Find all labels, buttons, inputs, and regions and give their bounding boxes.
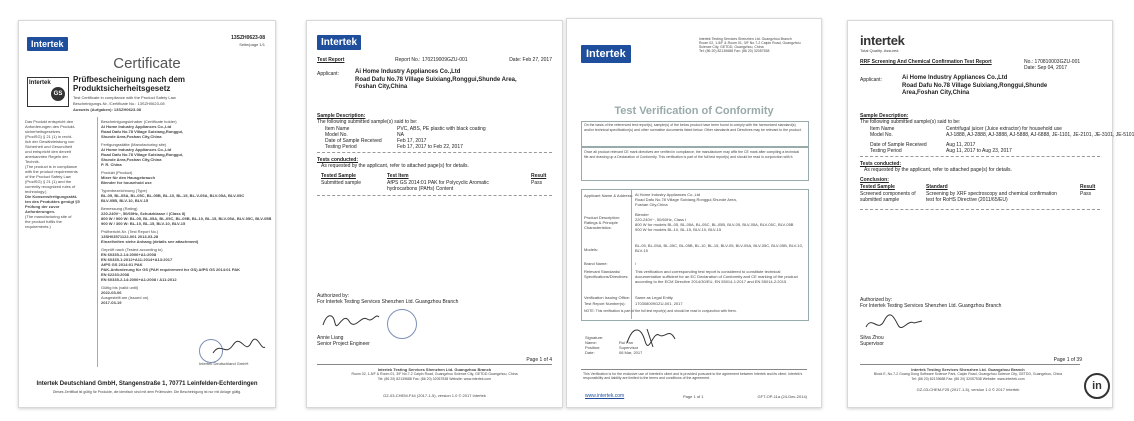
certificate-signature xyxy=(211,337,267,359)
intertek-wordmark-logo: intertek xyxy=(860,33,905,48)
authorized-company: For Intertek Testing Services Shenzhen Ltd. Guangzhou Branch xyxy=(860,303,1002,309)
table-row-sample: Screened components of submitted sample xyxy=(860,191,916,203)
certificate-title: Certificate xyxy=(113,55,181,72)
certificate-number: Bescheinigungs-Nr. /Certificate No.: 13SZH0623-08 xyxy=(73,101,165,106)
report-date: Date: Feb 27, 2017 xyxy=(509,57,552,63)
table-row-result: Pass xyxy=(1080,191,1092,197)
standards-block: This verification and corresponding test report is considered to constitute technical documentation sufficient for an EC Declaration of Conformity and CE marking of the product according to the ECM Directive 2014/30/EU, EN 55014-1:2017 and EN 55014-2:2015 xyxy=(635,269,798,284)
verification-footer-text: This Verification is for the exclusive use of Intertek's client and is provided pursuant to the agreement between Intertek and its client. Intertek's responsibility and liability are limited to the terms and conditions of the agreement. xyxy=(583,372,803,380)
certificate-ref-no: 13SZH0623-08 xyxy=(231,35,265,41)
applicant-name: Ai Home Industry Appliances Co.,Ltd xyxy=(355,69,461,75)
intertek-logo: Intertek xyxy=(317,35,361,50)
verification-note: NOTE: This verification is part of the full test report(s) and should be read in conjunction with them. xyxy=(584,309,737,313)
company-stamp xyxy=(387,309,417,339)
certificate-heading-1: Prüfbescheinigung nach dem xyxy=(73,75,186,84)
page-number: Page 1 of 4 xyxy=(526,357,552,363)
applicant-block: Ai Home Industry Appliances Co.,Ltd Road Dafu No.78 Village Suixiang,Ronggui,Shunde Area, Foshan City,China xyxy=(635,192,737,207)
certificate-subheading: Test Certificate in compliance with the Product Safety Law xyxy=(73,95,176,100)
table-row-standard: Screening by XRF spectroscopy and chemical confirmation test for RoHS Directive (2011/65/EU) xyxy=(926,191,1057,203)
table-header-standard: Standard xyxy=(926,184,948,190)
page-number: Page 1 of 1 xyxy=(683,394,704,399)
table-row-result: Pass xyxy=(531,180,543,186)
signer-title: Supervisor xyxy=(860,341,884,347)
annie-liang-signature xyxy=(321,307,381,329)
ce-mark-text: Once all product relevant CE mark directives are verified in compliance, the manufacturer may affix the CE mark after compiling a technical file and drawing up a Declaration of Conformity. This verification is part of the full test report(s) and should be read in conjunction with it. xyxy=(584,150,800,159)
report-date: Date: Sep 04, 2017 xyxy=(1024,65,1068,71)
table-header-sample: Tested Sample xyxy=(860,184,895,190)
signer-name: Annie Liang xyxy=(317,335,344,341)
certificate-left-column: Das Produkt entspricht den Anforderungen des Produkt- sicherheitsgesetzes (ProdSG) § 21 (1) in recht- lich der Gewährleistung von Sicherheit und Gesundheit und entspricht den derzeit anerkannten Regeln der Technik. (The product is in compliance with the product requirements of the Product Safety Law (ProdSG) § 21 (1) and the currently recognized rules of technology.) Die Konsensfertigungsstät- ten des Produktes genügt §5 Prüfung der zuvor Anforderungen. (The manufacturing site of the product fulfils the requirements.) xyxy=(25,119,80,229)
verification-title: Test Verification of Conformity xyxy=(614,105,774,117)
intertek-website-link[interactable]: www.intertek.com xyxy=(585,393,625,399)
gs-mark-icon: GS xyxy=(51,87,65,101)
report-title: RRF Screening And Chemical Confirmation Test Report xyxy=(860,59,992,65)
certificate-footer-company: Intertek Deutschland GmbH, Stangenstraße 1, 70771 Leinfelden-Echterdingen xyxy=(36,381,258,387)
certificate-page: Seite/page 1/1 xyxy=(239,42,265,47)
rui-fan-signature xyxy=(623,323,683,349)
certificate-document[interactable] xyxy=(18,20,276,408)
intertek-tagline: Total Quality. Assured. xyxy=(860,48,900,53)
intertek-logo: Intertek xyxy=(27,37,68,51)
product-description-block: Blender 220-240V~, 50/60Hz, Class I 800 W for models BL-05, BL-05A, BL-05C, BL-05B, BLV-05, BLV-05A, BLV-05C, BLV-05B 900 W for models BL-10, BL-15, BLV-10, BLV-15 xyxy=(635,212,794,232)
authorized-company: For Intertek Testing Services Shenzhen Ltd. Guangzhou Branch xyxy=(317,299,459,305)
verification-intro: On the basis of the referenced test report(s), sample(s) of the below product have been found to comply with the harmonized standard(s) and/or technical specification(s) and other normative documents listed below. Other standards and Directives may be relevant to the product. xyxy=(584,123,802,132)
table-header-result: Result xyxy=(1080,184,1096,190)
issuer-header: Intertek Testing Services Shenzhen Ltd. Guangzhou Branch Room 02, 1-5/F & Room 01, 3/F No.7-2 Caipin Road, Guangzhou Science City, GETDD, Guangzhou, China Tel: (86 20) 82139688 Fax: (86 20) 32057538 xyxy=(699,37,801,53)
certificate-signer: Intertek Deutschland GmbH xyxy=(199,361,249,366)
linkedin-icon[interactable]: in xyxy=(1084,373,1110,399)
signer-title: Senior Project Engineer xyxy=(317,341,370,347)
table-header-result: Result xyxy=(531,173,547,179)
certificate-report-number: Ausweis (Aufgaben): 13SZH0623-08 xyxy=(73,107,142,112)
applicant-name: Ai Home Industry Appliances Co.,Ltd xyxy=(902,75,1008,81)
rohs-test-report-document[interactable]: intertek Total Quality. Assured. RRF Screening And Chemical Confirmation Test Report No.: 170810003GZU-001 Date: Sep 04, 2017 Applicant: Ai Home Industry Appliances Co.,Ltd Road Dafu No.78 Village Suixiang,Ronggui,Shunde Area,Foshan City,China Sample Description: The following submitted sample(s) said to be: Item Name Centrifugal juicer (Juice extractor) for household use Model No. AJ-1888, AJ-2888, AJ-3888, AJ-5888, AJ-6888, JE-1101, JE-2101, JE-3101, JE-5101 Date of Sample Received Aug 11, 2017 Testing Period Aug 11, 2017 to Aug 23, 2017 Tests conducted: As requested by the applicant, refer to attached page(s) for details. Conclusion: Tested Sample Standard Result Screened components of submitted sample Screening by XRF spectroscopy and chemical confirmation test for RoHS Directive (2011/65/EU) Pass Authorized by: For Intertek Testing Services Shenzhen Ltd. Guangzhou Branch Silva Zhou Supervisor Page 1 of 39 Intertek Testing Services Shenzhen Ltd. Guangzhou Branch Block E, No.7-2 Guang Dong Software Science Park, Caipin Road, Guangzhou Science City, GETDD, Guangzhou, China Tel: (86 20) 82139688 Fax: (86 20) 32057538 Website: www.intertek.com GZ-03-CHEM-F25 (2017-1-5), version 1.0 © 2017 Intertek in xyxy=(847,20,1113,408)
pah-test-report-document[interactable]: Intertek Test Report Report No.: 170219009GZU-001 Date: Feb 27, 2017 Applicant: Ai Home Industry Appliances Co.,Ltd Road Dafu No.78 Village Suixiang,Ronggui,Shunde Area, Foshan City,China Sample Description: The following submitted sample(s) said to be: Item Name PVC, ABS, PE plastic with black coating Model No. NA Date of Sample Received Feb 17, 2017 Testing Period Feb 17, 2017 to Feb 22, 2017 Tests conducted: As requested by the applicant, refer to attached page(s) for details. Tested Sample Test Item Result Submitted sample AfPS GS 2014:01 PAK for Polycyclic Aromatic hydrocarbons (PAHs) Content Pass Authorized by: For Intertek Testing Services Shenzhen Ltd. Guangzhou Branch Annie Liang Senior Project Engineer Page 1 of 4 Intertek Testing Services Shenzhen Ltd. Guangzhou Branch Room 02, 1-5/F & Room 01, 3/F No.7-2 Caipin Road, Guangzhou Science City, GETDD Guangzhou, China Tel: (86 20) 82139688 Fax: (86 20) 32057538 Website: www.intertek.com GZ-03-CHEM-F44 (2017-1-5), version 1.0 © 2017 Intertek xyxy=(306,20,563,408)
models-block: BL-05, BL-05A, BL-05C, BL-05B, BL-10, BL-15, BLV-05, BLV-05A, BLV-05C, BLV-05B, BLV-10, BLV-15 xyxy=(635,243,803,253)
form-code: GFT-OP-11a (24-Dec-2014) xyxy=(757,394,807,399)
table-row-test: AfPS GS 2014:01 PAK for Polycyclic Aromatic hydrocarbons (PAHs) Content xyxy=(387,180,489,192)
silva-zhou-signature xyxy=(864,311,924,335)
certificate-footer-note: Dieses Zertifikat ist gültig für Produkte, die identisch sind mit dem Prüfmuster. Die Bescheinigung ist nur mit Anlage gültig. xyxy=(52,390,242,394)
signer-name: Silva Zhou xyxy=(860,335,884,341)
table-header-test: Test Item xyxy=(387,173,409,179)
table-row-sample: Submitted sample xyxy=(321,180,362,186)
test-report-label: Test Report xyxy=(317,57,345,63)
report-number: No.: 170810003GZU-001 xyxy=(1024,59,1081,65)
page-number: Page 1 of 39 xyxy=(1053,357,1082,363)
intertek-logo: Intertek xyxy=(581,45,631,63)
certificate-heading-2: Produktsicherheitsgesetz xyxy=(73,84,171,93)
report-number: Report No.: 170219009GZU-001 xyxy=(395,57,468,63)
signature-block: Signature: Name: Position: Date: xyxy=(585,335,604,355)
intertek-gs-mark: Intertek GS xyxy=(27,77,69,107)
table-header-sample: Tested Sample xyxy=(321,173,356,179)
certificate-details: Bescheinigungsinhaber (Certificate holder) Ai Home Industry Appliances Co.,Ltd Road Dafu No.78 Village Suixiang,Ronggui, Shunde Area,Foshan City,China Fertigungsstätte (Manufacturing site) Ai Home Industry Appliances Co.,Ltd Road Dafu No.78 Village Suixiang,Ronggui, Shunde Area,Foshan City,China P. R. China Produkt (Product) Mixer für den Hausgebrauch Blender for household use Typenbezeichnung (Type) BL-05, BL-05A, BL-05C, BL-05B, BL-10, BL-15, BL-V-05A, BLV-05A, BLV-05C BLV-05B, BLV-10, BLV-15 Bemessung (Rating) 220-240V~, 50/60Hz, Schutzklasse I (Class II) 800 W / 900 W: BL-05, BL-05A, BL-05C, BL-05B, BL-10, BL-15, BLV-05A, BLV-05C, BLV-05B 900 W / 300 W: BL-10, BL-15, BLV-10, BLV-15 Prüfbericht-Nr. (Test Report No.) 13SH03571122-001 2013-03-28 Einzelheiten siehe Anhang (details see attachment) Geprüft nach (Tested according to) EN 60335-2-14:2006+A1:2008 EN 60335-1:2012+A11:2014+A13:2017 AfPS GS 2014:01 PAK PAK-Anforderung für GS (PAH requirement for GS) AfPS GS 2014:01 PAK EN 62233:2008 EN 60335-2-14:2006+A1:2008 / A11:2012 Gültig bis (valid until) 2022-03-06 Ausgestellt am (Issued on) 2017-03-19 xyxy=(101,119,272,305)
verification-of-conformity-document[interactable]: Intertek Intertek Testing Services Shenzhen Ltd. Guangzhou Branch Room 02, 1-5/F & Room 01, 3/F No.7-2 Caipin Road, Guangzhou Science City, GETDD, Guangzhou, China Tel: (86 20) 82139688 Fax: (86 20) 32057538 Test Verification of Conformity On the basis of the referenced test report(s), sample(s) of the below product have been found to comply with the harmonized standard(s) and/or technical specification(s) and other normative documents listed below. Other standards and Directives may be relevant to the product. Once all product relevant CE mark directives are verified in compliance, the manufacturer may affix the CE mark after compiling a technical file and drawing up a Declaration of Conformity. This verification is part of the full test report(s) and should be read in conjunction with it. Applicant Name & Address: Ai Home Industry Appliances Co.,Ltd Road Dafu No.78 Village Suixiang,Ronggui,Shunde Area, Foshan City,China Product Description: Ratings & Principle Characteristics: Blender 220-240V~, 50/60Hz, Class I 800 W for models BL-05, BL-05A, BL-05C, BL-05B, BLV-05, BLV-05A, BLV-05C, BLV-05B 900 W for models BL-10, BL-15, BLV-10, BLV-15 Models: BL-05, BL-05A, BL-05C, BL-05B, BL-10, BL-15, BLV-05, BLV-05A, BLV-05C, BLV-05B, BLV-10, BLV-15 Brand Name: / Relevant Standards/ Specifications/Directives: This verification and corresponding test report is considered to constitute technical documentation sufficient for an EC Declaration of Conformity and CE marking of the product according to the ECM Directive 2014/30/EU, EN 55014-1:2017 and EN 55014-2:2015 Verification Issuing Office: Same as Legal Entity Test Report Number(s): 170308009GZU-001, 2017 NOTE: This verification is part of the full test report(s) and should be read in conjunction with them. Signature: Name: Position: Date: Rui Fan Supervisor 06 Mar, 2017 This Verification is for the exclusive use of Intertek's client and is provided pursuant to the agreement between Intertek and its client. Intertek's responsibility and liability are limited to the terms and conditions of the agreement. www.intertek.com Page 1 of 1 GFT-OP-11a (24-Dec-2014) xyxy=(566,18,822,408)
